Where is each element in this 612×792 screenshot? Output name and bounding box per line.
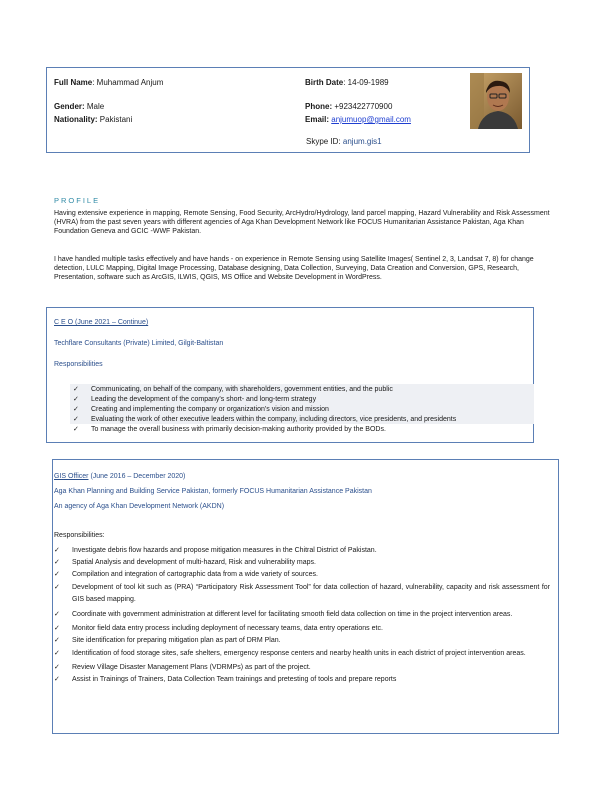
checkmark-icon: ✓: [73, 396, 79, 403]
gender-label: Gender:: [54, 102, 85, 111]
checkmark-icon: ✓: [54, 571, 60, 578]
list-item: ✓ Assist in Trainings of Trainers, Data Collection Team trainings and pretesting of tools and prepare reports: [54, 676, 397, 683]
list-item: ✓ Review Village Disaster Management Plans (VDRMPs) as part of the project.: [54, 664, 311, 671]
checkmark-icon: ✓: [54, 547, 60, 554]
birth-date-value: : 14-09-1989: [343, 78, 389, 87]
profile-photo: [470, 73, 522, 129]
list-item: ✓ Coordinate with government administration at different level for facilitating smooth field data collection on time in the project intervention areas.: [54, 609, 550, 621]
checkmark-icon: ✓: [54, 664, 60, 671]
list-item: ✓ Development of tool kit such as (PRA) “Participatory Risk Assessment Tool” for data collection of hazard, vulnerability, capacity and risk assessment for GIS based mapping.: [54, 584, 550, 603]
portrait-image: [470, 73, 522, 129]
phone-label: Phone:: [305, 102, 333, 111]
gis-officer-title-link[interactable]: GIS Officer: [54, 473, 89, 480]
gis-officer-responsibilities-label: Responsibilities:: [54, 532, 105, 539]
gis-officer-org: Aga Khan Planning and Building Service Pakistan, formerly FOCUS Humanitarian Assistance Pakistan: [54, 488, 372, 495]
list-item: ✓ Creating and implementing the company or organization's vision and mission: [73, 406, 329, 413]
checkmark-icon: ✓: [73, 426, 79, 433]
nationality-label: Nationality:: [54, 115, 98, 124]
gis-officer-org-agency: An agency of Aga Khan Development Network (AKDN): [54, 503, 225, 510]
gis-officer-responsibility-list: [54, 546, 550, 687]
checkmark-icon: ✓: [54, 611, 60, 618]
list-item: ✓ Site identification for preparing mitigation plan as part of DRM Plan.: [54, 637, 281, 644]
full-name-label: Full Name: [54, 78, 93, 87]
ceo-company: Techflare Consultants (Private) Limited, Gilgit-Baltistan: [54, 340, 224, 347]
phone-row: [305, 102, 392, 112]
nationality-value: Pakistani: [97, 115, 133, 124]
skype-value: anjum.gis1: [342, 137, 382, 146]
gis-officer-title: [54, 472, 185, 481]
list-item: ✓ Investigate debris flow hazards and propose mitigation measures in the Chitral District of Pakistan.: [54, 547, 377, 554]
list-item: ✓ Identification of food storage sites, safe shelters, emergency response centers and nearby health units in each district of project intervention areas.: [54, 648, 550, 660]
phone-value: +923422770900: [332, 102, 393, 111]
checkmark-icon: ✓: [54, 676, 60, 683]
checkmark-icon: ✓: [54, 650, 60, 657]
ceo-title: [54, 318, 148, 327]
checkmark-icon: ✓: [54, 637, 60, 644]
profile-paragraph-2: I have handled multiple tasks effectively and have hands - on experience in Remote Sensing using Satellite Images( Sentinel 2, 3, Landsat 7, 8) for change detection, LULC Mapping, Digital Image Processing, Database designing, Data Collection, Surveying, Data Creation and Conversion, GPS, Research, Presentation, software such as ArcGIS, ILWIS, QGIS, MS Office and Website Development in WordPress.: [54, 256, 534, 281]
list-item: ✓ Leading the development of the company's short- and long-term strategy: [73, 396, 317, 403]
list-item: ✓ Evaluating the work of other executive leaders within the company, including directors, vice presidents, and presidents: [73, 416, 457, 423]
checkmark-icon: ✓: [73, 386, 79, 393]
checkmark-icon: ✓: [54, 584, 60, 591]
list-item: ✓ To manage the overall business with primarily decision-making authority provided by the BODs.: [73, 426, 386, 433]
profile-paragraph-1: Having extensive experience in mapping, Remote Sensing, Food Security, ArcHydro/Hydrology, land parcel mapping, Hazard Vulnerability and Risk Assessment (HVRA) from the past seven years with different agencies of Aga Khan Development Network like FOCUS Humanitarian Assistance Pakistan, Aga Khan Foundation Geneva and GCIC -WWF Pakistan.: [54, 210, 550, 235]
email-link[interactable]: anjumuop@gmail.com: [331, 115, 411, 124]
checkmark-icon: ✓: [54, 625, 60, 632]
checkmark-icon: ✓: [73, 406, 79, 413]
gender-value: Male: [84, 102, 105, 111]
checkmark-icon: ✓: [73, 416, 79, 423]
email-row: [305, 115, 411, 125]
full-name-value: : Muhammad Anjum: [92, 78, 164, 87]
nationality-row: [54, 115, 132, 125]
list-item: ✓ Monitor field data entry process including deployment of necessary teams, data entry operations etc.: [54, 625, 383, 632]
birth-date-row: [305, 78, 389, 88]
birth-date-label: Birth Date: [305, 78, 344, 87]
gender-row: [54, 102, 104, 112]
list-item: ✓ Spatial Analysis and development of multi-hazard, Risk and vulnerability maps.: [54, 559, 316, 566]
ceo-title-text[interactable]: C E O (June 2021 – Continue): [54, 319, 149, 326]
list-item: ✓ Communicating, on behalf of the company, with shareholders, government entities, and the public: [73, 386, 393, 393]
checkmark-icon: ✓: [54, 559, 60, 566]
skype-label: Skype ID:: [306, 137, 343, 146]
email-label: Email:: [305, 115, 330, 124]
profile-heading: PROFILE: [54, 196, 101, 205]
ceo-responsibilities-label: Responsibilities: [54, 361, 103, 368]
ceo-responsibility-list: [73, 385, 533, 435]
gis-officer-dates: (June 2016 – December 2020): [88, 473, 186, 480]
full-name-row: [54, 78, 163, 88]
list-item: ✓ Compilation and integration of cartographic data from a wide variety of sources.: [54, 571, 318, 578]
skype-row: [306, 137, 382, 147]
